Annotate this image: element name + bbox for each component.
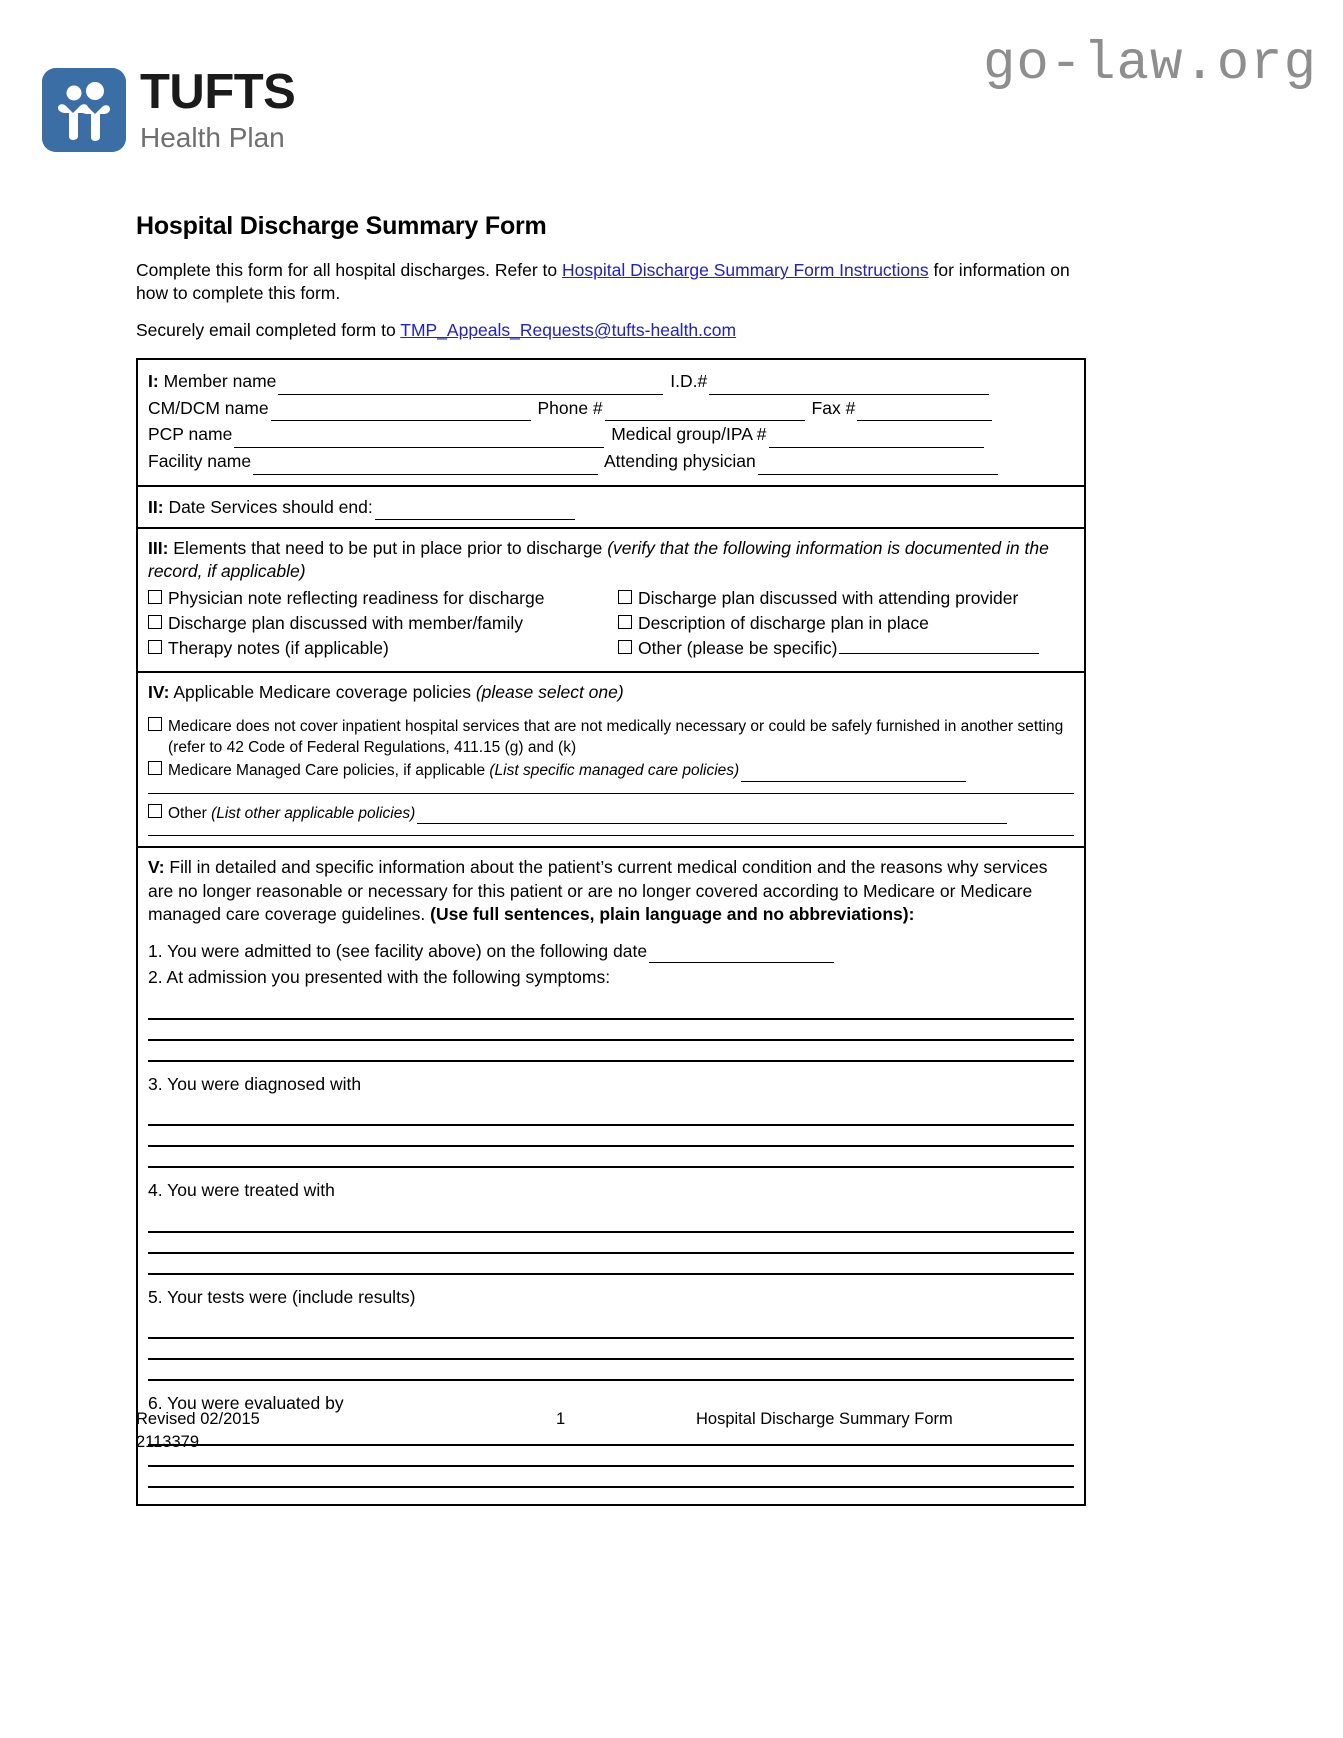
- other-specific-field[interactable]: [839, 635, 1039, 653]
- checkbox-row-3: [148, 635, 1074, 660]
- attending-physician-label: Attending physician: [604, 451, 756, 472]
- site-watermark: go-law.org: [982, 34, 1317, 95]
- answer-area-2[interactable]: [148, 999, 1074, 1062]
- policy-option-label: Medicare does not cover inpatient hospital services that are not medically necessary or could be safely furnished in another setting (refer to 42 Code of Federal Regulations, 411.15 (g) and (k): [168, 718, 1064, 757]
- answer-line[interactable]: [148, 1105, 1074, 1126]
- answer-line[interactable]: [148, 1126, 1074, 1147]
- section-3: [138, 529, 1084, 672]
- checkbox-icon[interactable]: [618, 590, 632, 604]
- section-4: [138, 673, 1084, 849]
- answer-line[interactable]: [148, 1467, 1074, 1488]
- intro-paragraph: [136, 259, 1086, 305]
- form-document: [136, 212, 1086, 1506]
- id-number-field[interactable]: [709, 377, 989, 395]
- footer-doc-number: 2113379: [136, 1433, 200, 1452]
- checkbox-icon[interactable]: [148, 717, 162, 731]
- section-2-numeral: II:: [148, 496, 164, 517]
- section-2-row: [148, 494, 1074, 521]
- question-text: You were admitted to (see facility above) on the following date: [167, 940, 648, 961]
- fax-field[interactable]: [857, 403, 992, 421]
- section-5-heading-bold: (Use full sentences, plain language and no abbreviations):: [430, 904, 915, 925]
- checkbox-discharge-plan-attending[interactable]: [618, 586, 1074, 611]
- brand-logo: [42, 65, 296, 153]
- policy-option-managed-care[interactable]: [148, 761, 1074, 782]
- medical-group-label: Medical group/IPA #: [611, 424, 767, 445]
- policy-option-label-plain: Other: [168, 804, 212, 822]
- page-title: Hospital Discharge Summary Form: [136, 212, 547, 240]
- admission-date-field[interactable]: [649, 945, 834, 963]
- checkbox-label: Therapy notes (if applicable): [168, 637, 389, 658]
- question-text: At admission you presented with the following symptoms:: [166, 967, 611, 988]
- id-number-label: I.D.#: [670, 371, 708, 392]
- question-number: 6.: [148, 1393, 163, 1414]
- section-5-heading-text: Fill in detailed and specific information about the patient’s current medical condition and the reasons why services are no longer reasonable or necessary for this patient or are no longer covered according to Medicare or Medicare managed care coverage guidelines.: [148, 857, 1048, 925]
- facility-name-label: Facility name: [148, 451, 252, 472]
- question-2: [148, 965, 1074, 990]
- section-4-numeral: IV:: [148, 681, 170, 702]
- question-text: You were evaluated by: [167, 1393, 344, 1414]
- policy-option-label: [168, 761, 1074, 782]
- checkbox-discharge-plan-member[interactable]: [148, 611, 618, 636]
- section-5-heading: [148, 856, 1074, 926]
- spacer: [148, 794, 1074, 804]
- brand-name: TUFTS: [140, 65, 296, 119]
- section-1-numeral: I:: [148, 371, 159, 392]
- question-number: 2.: [148, 967, 163, 988]
- checkbox-label: Discharge plan discussed with member/family: [168, 612, 523, 633]
- question-number: 1.: [148, 940, 163, 961]
- question-4: [148, 1178, 1074, 1203]
- policy-option-label-italic: (List other applicable policies): [211, 804, 416, 822]
- answer-line[interactable]: [148, 1254, 1074, 1275]
- facility-name-field[interactable]: [253, 456, 598, 474]
- section-5-numeral: V:: [148, 857, 165, 878]
- checkbox-label: Physician note reflecting readiness for discharge: [168, 587, 545, 608]
- member-name-field[interactable]: [278, 377, 663, 395]
- other-policies-field[interactable]: [417, 808, 1007, 824]
- answer-line[interactable]: [148, 1020, 1074, 1041]
- checkbox-icon[interactable]: [618, 640, 632, 654]
- question-number: 4.: [148, 1180, 163, 1201]
- question-1: [148, 939, 1074, 964]
- page-footer: [136, 1408, 1086, 1454]
- section-3-heading: [148, 537, 1074, 583]
- checkbox-other-specific[interactable]: [618, 635, 1074, 660]
- policy-option-label-plain: Medicare Managed Care policies, if applicable: [168, 761, 490, 779]
- cm-dcm-name-field[interactable]: [271, 403, 531, 421]
- checkbox-therapy-notes[interactable]: [148, 636, 618, 661]
- medical-group-field[interactable]: [769, 430, 984, 448]
- checkbox-label: Description of discharge plan in place: [638, 612, 929, 633]
- section-1-row-3: [148, 421, 1074, 448]
- policy-option-label: [168, 804, 1074, 825]
- answer-line[interactable]: [148, 1041, 1074, 1062]
- question-number: 5.: [148, 1286, 163, 1307]
- footer-page-number: 1: [556, 1410, 566, 1428]
- checkbox-icon[interactable]: [148, 615, 162, 629]
- question-5: [148, 1285, 1074, 1310]
- question-text: Your tests were (include results): [167, 1286, 416, 1307]
- member-name-label: Member name: [163, 371, 277, 392]
- checkbox-physician-note[interactable]: [148, 586, 618, 611]
- checkbox-icon[interactable]: [148, 804, 162, 818]
- answer-area-4[interactable]: [148, 1212, 1074, 1275]
- answer-line[interactable]: [148, 999, 1074, 1020]
- checkbox-description-plan[interactable]: [618, 611, 1074, 636]
- checkbox-label: Other (please be specific): [638, 637, 838, 658]
- policy-option-other[interactable]: [148, 804, 1074, 825]
- section-3-heading-italic: (verify that the following information is documented in the record, if applicable): [148, 538, 1049, 581]
- answer-line[interactable]: [148, 1212, 1074, 1233]
- question-number: 3.: [148, 1073, 163, 1094]
- date-services-end-label: Date Services should end:: [168, 496, 373, 517]
- footer-revised: Revised 02/2015: [136, 1410, 260, 1428]
- checkbox-row-2: [148, 611, 1074, 636]
- answer-line[interactable]: [148, 1360, 1074, 1381]
- section-3-heading-text: Elements that need to be put in place prior to discharge: [173, 538, 608, 559]
- answer-area-5[interactable]: [148, 1318, 1074, 1381]
- phone-field[interactable]: [605, 403, 805, 421]
- two-people-icon: [42, 68, 126, 152]
- answer-line[interactable]: [148, 1318, 1074, 1339]
- pcp-name-label: PCP name: [148, 424, 233, 445]
- phone-label: Phone #: [537, 397, 603, 418]
- instructions-link[interactable]: Hospital Discharge Summary Form Instructions: [562, 260, 929, 280]
- date-services-end-field[interactable]: [375, 502, 575, 520]
- section-2: [138, 487, 1084, 530]
- policy-option-medicare-not-cover[interactable]: [148, 717, 1074, 759]
- managed-care-policies-field[interactable]: [741, 765, 966, 781]
- checkbox-icon[interactable]: [618, 615, 632, 629]
- email-link[interactable]: TMP_Appeals_Requests@tufts-health.com: [400, 320, 737, 341]
- fax-label: Fax #: [811, 397, 856, 418]
- section-3-numeral: III:: [148, 538, 169, 559]
- section-1-row-2: [148, 395, 1074, 422]
- question-text: You were treated with: [167, 1180, 335, 1201]
- section-1-row-4: [148, 448, 1074, 475]
- section-3-checkbox-grid: [148, 586, 1074, 661]
- section-1-row-1: [148, 368, 1074, 395]
- answer-line[interactable]: [148, 1147, 1074, 1168]
- question-3: [148, 1072, 1074, 1097]
- answer-area-3[interactable]: [148, 1105, 1074, 1168]
- brand-tagline: Health Plan: [140, 122, 285, 153]
- checkbox-row-1: [148, 586, 1074, 611]
- section-4-options: [148, 717, 1074, 836]
- attending-physician-field[interactable]: [758, 456, 998, 474]
- email-paragraph: [136, 319, 1086, 342]
- email-text-before: Securely email completed form to: [136, 320, 401, 341]
- answer-line[interactable]: [148, 1233, 1074, 1254]
- checkbox-icon[interactable]: [148, 640, 162, 654]
- pcp-name-field[interactable]: [234, 430, 604, 448]
- checkbox-icon[interactable]: [148, 761, 162, 775]
- footer-row: [136, 1408, 1086, 1430]
- footer-row-secondary: [136, 1431, 1086, 1453]
- checkbox-icon[interactable]: [148, 590, 162, 604]
- form-table: [136, 358, 1086, 1506]
- checkbox-label: Discharge plan discussed with attending provider: [638, 587, 1019, 608]
- answer-line[interactable]: [148, 1339, 1074, 1360]
- footer-form-name: Hospital Discharge Summary Form: [696, 1410, 953, 1428]
- section-4-heading: [148, 681, 1074, 704]
- section-1: [138, 360, 1084, 486]
- intro-text-after: for information on how to complete this form.: [136, 260, 1070, 304]
- section-4-heading-italic: (please select one): [475, 681, 624, 702]
- section-4-heading-text: Applicable Medicare coverage policies: [173, 681, 476, 702]
- cm-dcm-name-label: CM/DCM name: [148, 397, 269, 418]
- intro-text-before: Complete this form for all hospital discharges. Refer to: [136, 260, 563, 280]
- question-text: You were diagnosed with: [167, 1073, 362, 1094]
- other-policies-continuation-line[interactable]: [148, 835, 1074, 836]
- policy-option-label-italic: (List specific managed care policies): [489, 761, 740, 779]
